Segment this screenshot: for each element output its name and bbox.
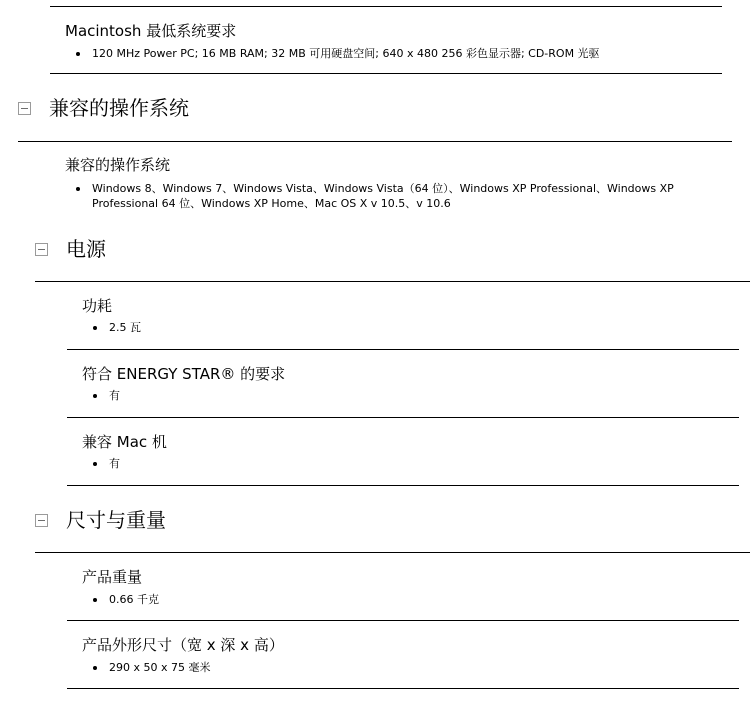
bullet-dot [93, 326, 97, 330]
bullet-dot [76, 52, 80, 56]
collapse-icon[interactable] [18, 102, 31, 115]
spec-title: Macintosh 最低系统要求 [65, 22, 237, 40]
divider [67, 417, 739, 418]
divider [67, 349, 739, 350]
collapse-icon[interactable] [35, 243, 48, 256]
spec-bullet [93, 320, 693, 335]
collapse-icon[interactable] [35, 514, 48, 527]
spec-value: 有 [109, 457, 120, 470]
spec-bullet [93, 592, 693, 607]
spec-bullet [93, 660, 693, 675]
bullet-dot [93, 666, 97, 670]
divider [67, 485, 739, 486]
section-divider [18, 141, 732, 142]
bullet-dot [93, 394, 97, 398]
spec-bullet [93, 456, 693, 471]
bullet-dot [93, 598, 97, 602]
spec-value: 2.5 瓦 [109, 321, 141, 334]
spec-title: 产品重量 [82, 568, 143, 586]
divider [67, 620, 739, 621]
spec-title: 符合 ENERGY STAR® 的要求 [82, 365, 286, 383]
section-divider [35, 552, 750, 553]
spec-value: Windows 8、Windows 7、Windows Vista、Windows Vista（64 位）、Windows XP Professional、Windows XP Professional 64 位、Windows XP Home、Mac OS X v 10.5、v 10.6 [92, 182, 674, 210]
spec-title: 兼容的操作系统 [65, 156, 171, 174]
spec-title: 兼容 Mac 机 [82, 433, 167, 451]
divider [50, 6, 722, 7]
spec-bullet [76, 46, 716, 61]
spec-value: 有 [109, 389, 120, 402]
spec-bullet [93, 388, 693, 403]
divider [50, 73, 722, 74]
spec-title: 功耗 [82, 297, 113, 315]
section-title: 尺寸与重量 [66, 508, 166, 532]
section-title: 兼容的操作系统 [49, 96, 189, 120]
spec-bullet [76, 181, 708, 211]
spec-title: 产品外形尺寸（宽 x 深 x 高） [82, 636, 284, 654]
divider [67, 688, 739, 689]
section-divider [35, 281, 750, 282]
bullet-dot [93, 462, 97, 466]
spec-value: 290 x 50 x 75 毫米 [109, 661, 211, 674]
section-title: 电源 [66, 237, 106, 261]
spec-value: 120 MHz Power PC; 16 MB RAM; 32 MB 可用硬盘空间; 640 x 480 256 彩色显示器; CD-ROM 光驱 [92, 47, 600, 60]
spec-value: 0.66 千克 [109, 593, 159, 606]
bullet-dot [76, 187, 80, 191]
